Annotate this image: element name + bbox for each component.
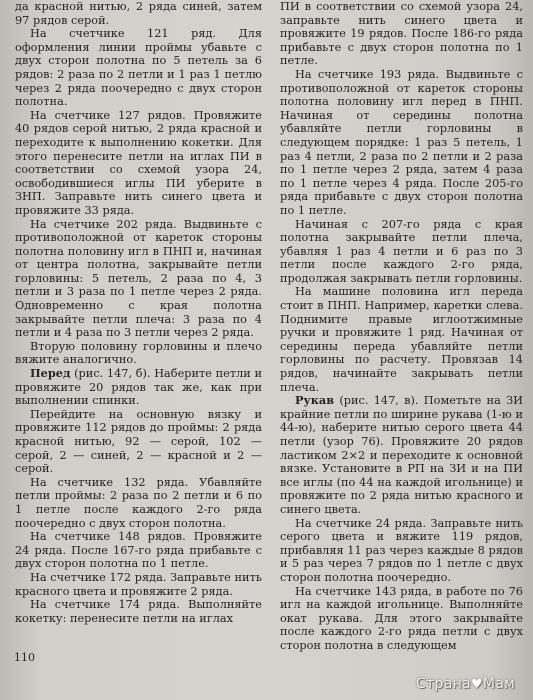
paragraph-text: На счетчике 148 рядов. Провяжите 24 ряда. После 167-го ряда прибавьте с двух сторон полотна по 1 петле. — [15, 530, 262, 571]
paragraph-text: На машине половина игл переда стоит в ПНП. Например, каретки слева. Поднимите правые иглоотжимные ручки и провяжите 1 ряд. Начиная от середины переда убавляйте петли горловины по расчету. Провязав 14 рядов, начинайте закрывать петли плеча. — [280, 285, 523, 394]
paragraph-text: На счетчике 193 ряда. Выдвиньте с противоположной от кареток стороны полотна половину игл перед в ПНП. Начиная от середины полотна убавляйте петли горловины в следующем порядке: 1 раз 5 петель, 1 раз 4 петли, 2 раза по 2 петли и 2 раза по 1 петле через 2 ряда, затем 4 раза по 1 петле через 4 ряда. После 205-го ряда прибавьте с двух сторон полотна по 1 петле. — [280, 67, 523, 217]
paragraph-text: Перейдите на основную вязку и провяжите 112 рядов до проймы: 2 ряда красной нитью, 92 — серой, 102 — серой, 2 — синей, 2 — красной и 2 — серой. — [15, 407, 262, 476]
paragraph-text: ПИ в соответствии со схемой узора 24, заправьте нить синего цвета и провяжите 19 рядов. После 186-го ряда прибавьте с двух сторон полотна по 1 петле. — [280, 0, 523, 68]
paragraph — [280, 68, 523, 218]
paragraph — [280, 285, 523, 394]
page-number: 110 — [14, 651, 35, 664]
paragraph-text: На счетчике 132 ряда. Убавляйте петли проймы: 2 раза по 2 петли и 6 по 1 петле после каждого 2-го ряда поочередно с двух сторон полотна. — [15, 475, 262, 530]
paragraph — [15, 367, 262, 408]
right-column — [280, 0, 523, 653]
paragraph — [15, 340, 262, 367]
watermark-prefix: Страна — [416, 676, 471, 692]
watermark-suffix: Мам — [482, 676, 516, 692]
paragraph — [280, 394, 523, 516]
paragraph-text: (рис. 147, в). Пометьте на ЗИ крайние петли по ширине рукава (1-ю и 44-ю), наберите нитью серого цвета 44 петли (узор 76). Провяжите 20 рядов ластиком 2×2 и переходите к основной вязке. Установите в РП на ЗИ и на ПИ все иглы (по 44 на каждой игольнице) и провяжите по 2 ряда нитью красного и синего цвета. — [280, 394, 523, 516]
paragraph-text: На счетчике 202 ряда. Выдвиньте с противоположной от кареток стороны полотна половину игл в ПНП и, начиная от центра полотна, закрывайте петли горловины: 5 петель, 2 раза по 4, 3 петли и 3 раза по 1 петле через 2 ряда. Одновременно с края полотна закрывайте петли плеча: 3 раза по 4 петли и 4 раза по 3 петли через 2 ряда. — [15, 217, 262, 340]
site-watermark — [416, 676, 515, 692]
heart-icon: ♥ — [470, 677, 483, 692]
paragraph — [280, 0, 523, 68]
paragraph-text: да красной нитью, 2 ряда синей, затем 97 рядов серой. — [15, 0, 262, 27]
paragraph — [15, 530, 262, 571]
paragraph-text: На счетчике 172 ряда. Заправьте нить красного цвета и провяжите 2 ряда. — [15, 570, 262, 598]
paragraph-text: Начиная с 207-го ряда с края полотна закрывайте петли плеча, убавляя 1 раз 4 петли и 6 раз по 3 петли после каждого 2-го ряда, продолжая закрывать петли горловины. — [280, 217, 523, 285]
paragraph — [15, 476, 262, 530]
paragraph — [15, 571, 262, 598]
paragraph-text: На счетчике 121 ряд. Для оформления линии проймы убавьте с двух сторон полотна по 5 петель за 6 рядов: 2 раза по 2 петли и 1 раз 1 петлю через 2 ряда поочередно с двух сторон полотна. — [15, 27, 262, 109]
paragraph — [15, 598, 262, 625]
paragraph — [280, 585, 523, 653]
paragraph — [15, 109, 262, 218]
section-heading: Рукав — [295, 393, 335, 408]
paragraph-text: На счетчике 174 ряда. Выполняйте кокетку: перенесите петли на иглах — [15, 598, 262, 625]
paragraph-text: На счетчике 127 рядов. Провяжите 40 рядов серой нитью, 2 ряда красной и переходите к выполнению кокетки. Для этого перенесите петли на иглах ПИ в соответствии со схемой узора 24, освободившиеся иглы ПИ уберите в ЗНП. Заправьте нить синего цвета и провяжите 33 ряда. — [15, 108, 262, 217]
paragraph — [280, 517, 523, 585]
paragraph-text: Вторую половину горловины и плечо вяжите аналогично. — [15, 339, 262, 367]
paragraph — [15, 408, 262, 476]
paragraph — [15, 0, 262, 27]
paragraph — [280, 218, 523, 286]
paragraph-text: На счетчике 143 ряда, в работе по 76 игл на каждой игольнице. Выполняйте окат рукава. Для этого закрывайте после каждого 2-го ряда петли с двух сторон полотна в следующем — [280, 584, 523, 652]
paragraph-text: (рис. 147, б). Наберите петли и провяжите 20 рядов так же, как при выполнении спинки. — [15, 367, 262, 408]
paragraph — [15, 27, 262, 109]
paragraph — [15, 218, 262, 340]
left-column — [15, 0, 262, 625]
paragraph-text: На счетчике 24 ряда. Заправьте нить серого цвета и вяжите 119 рядов, прибавляя 11 раз через каждые 8 рядов и 5 раз через 7 рядов по 1 петле с двух сторон полотна поочередно. — [280, 516, 523, 584]
section-heading: Перед — [30, 366, 71, 381]
